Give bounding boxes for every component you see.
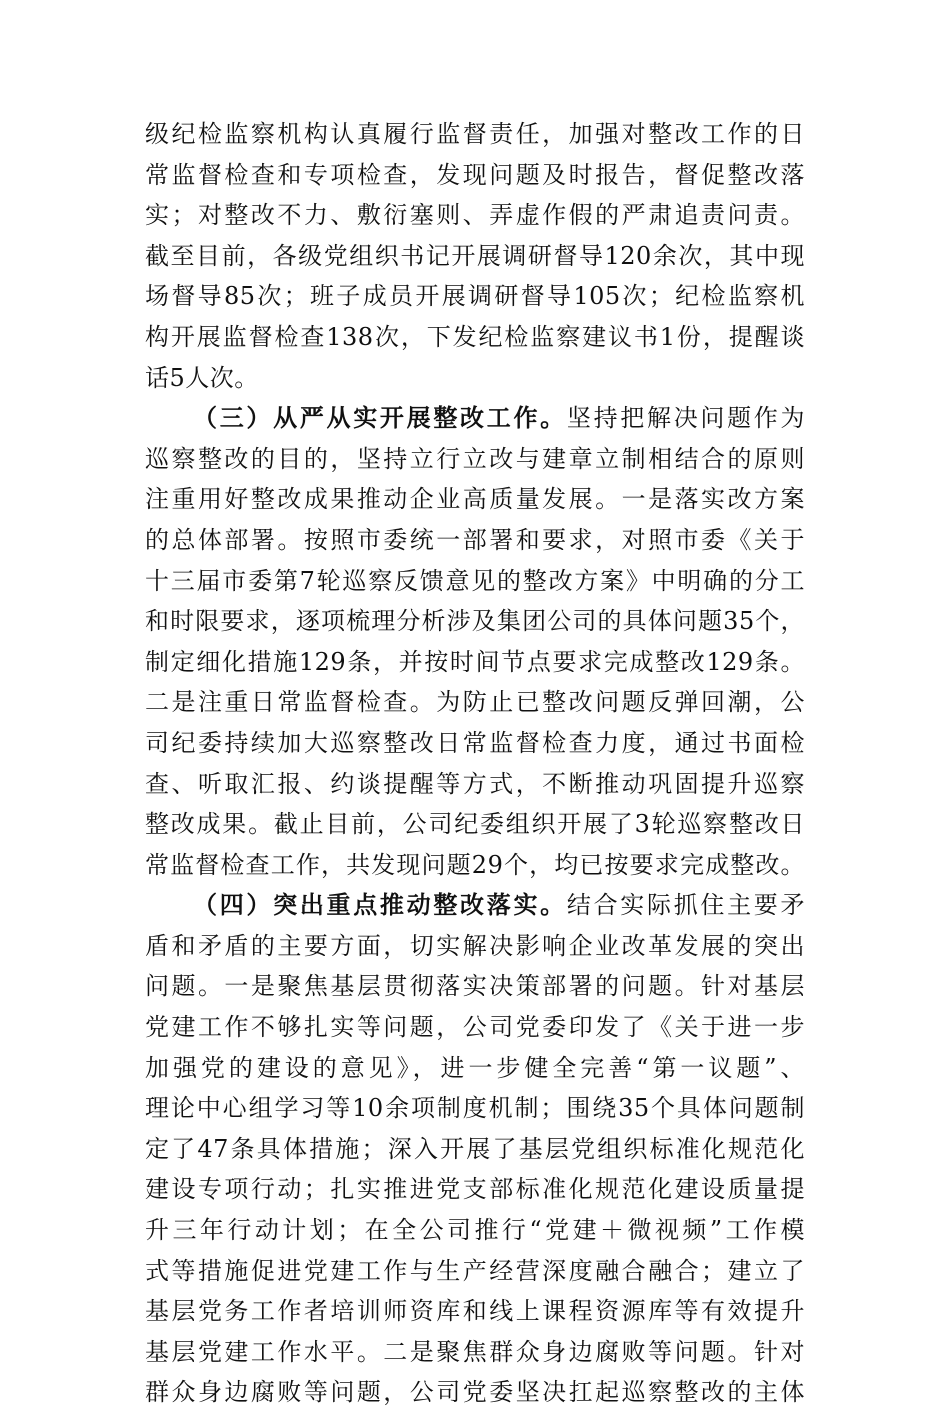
text-line: 式等措施促进党建工作与生产经营深度融合融合；建立了	[145, 1256, 805, 1285]
text-line: 的总体部署。按照市委统一部署和要求，对照市委《关于	[145, 525, 805, 554]
section-lead-text: 坚持把解决问题作为	[566, 404, 806, 433]
text-line: 党建工作不够扎实等问题，公司党委印发了《关于进一步	[145, 1013, 805, 1042]
section-lead-text: 结合实际抓住主要矛	[566, 891, 806, 920]
document-page	[145, 114, 805, 1413]
text-line: 加强党的建设的意见》，进一步健全完善“第一议题”、	[145, 1053, 805, 1082]
text-line: 理论中心组学习等10余项制度机制；围绕35个具体问题制	[145, 1094, 805, 1123]
text-line: 常监督检查和专项检查，发现问题及时报告，督促整改落	[145, 160, 805, 189]
text-line: 实；对整改不力、敷衍塞则、弄虚作假的严肃追责问责。	[145, 201, 805, 230]
text-line: 基层党建工作水平。二是聚焦群众身边腐败等问题。针对	[145, 1337, 805, 1366]
text-line: 级纪检监察机构认真履行监督责任，加强对整改工作的日	[145, 120, 805, 148]
text-line: 定了47条具体措施；深入开展了基层党组织标准化规范化	[145, 1134, 805, 1163]
text-line: 二是注重日常监督检查。为防止已整改问题反弹回潮，公	[145, 688, 805, 717]
text-line: 注重用好整改成果推动企业高质量发展。一是落实改方案	[145, 485, 805, 514]
text-line: 话5人次。	[145, 363, 259, 392]
section-heading: （三）从严从实开展整改工作。	[193, 403, 567, 433]
text-line: 截至目前，各级党组织书记开展调研督导120余次，其中现	[145, 241, 805, 270]
text-line: 群众身边腐败等问题，公司党委坚决扛起巡察整改的主体	[145, 1378, 805, 1407]
text-line: 司纪委持续加大巡察整改日常监督检查力度，通过书面检	[145, 728, 805, 757]
text-line: 制定细化措施129条，并按时间节点要求完成整改129条。	[145, 647, 805, 676]
text-line: 升三年行动计划；在全公司推行“党建＋微视频”工作模	[145, 1216, 805, 1245]
paragraph-section-four	[145, 885, 805, 1413]
paragraph-supervision	[145, 114, 805, 398]
text-line: 整改成果。截止目前，公司纪委组织开展了3轮巡察整改日	[145, 810, 805, 839]
section-heading-line	[145, 398, 805, 439]
text-line: 查、听取汇报、约谈提醒等方式，不断推动巩固提升巡察	[145, 769, 805, 798]
section-heading-line	[145, 885, 805, 926]
text-line: 建设专项行动；扎实推进党支部标准化规范化建设质量提	[145, 1175, 805, 1204]
paragraph-section-three	[145, 398, 805, 885]
text-line: 盾和矛盾的主要方面，切实解决影响企业改革发展的突出	[145, 931, 805, 960]
text-line: 构开展监督检查138次，下发纪检监察建议书1份，提醒谈	[145, 322, 805, 351]
text-line: 问题。一是聚焦基层贯彻落实决策部署的问题。针对基层	[145, 972, 805, 1001]
text-line: 基层党务工作者培训师资库和线上课程资源库等有效提升	[145, 1297, 805, 1326]
text-line: 场督导85次；班子成员开展调研督导105次；纪检监察机	[145, 282, 805, 311]
text-line: 十三届市委第7轮巡察反馈意见的整改方案》中明确的分工	[145, 566, 805, 595]
text-line: 和时限要求，逐项梳理分析涉及集团公司的具体问题35个，	[145, 607, 805, 636]
text-line: 巡察整改的目的，坚持立行立改与建章立制相结合的原则	[145, 444, 805, 473]
section-heading: （四）突出重点推动整改落实。	[193, 890, 567, 920]
text-line: 常监督检查工作，共发现问题29个，均已按要求完成整改。	[145, 850, 805, 879]
